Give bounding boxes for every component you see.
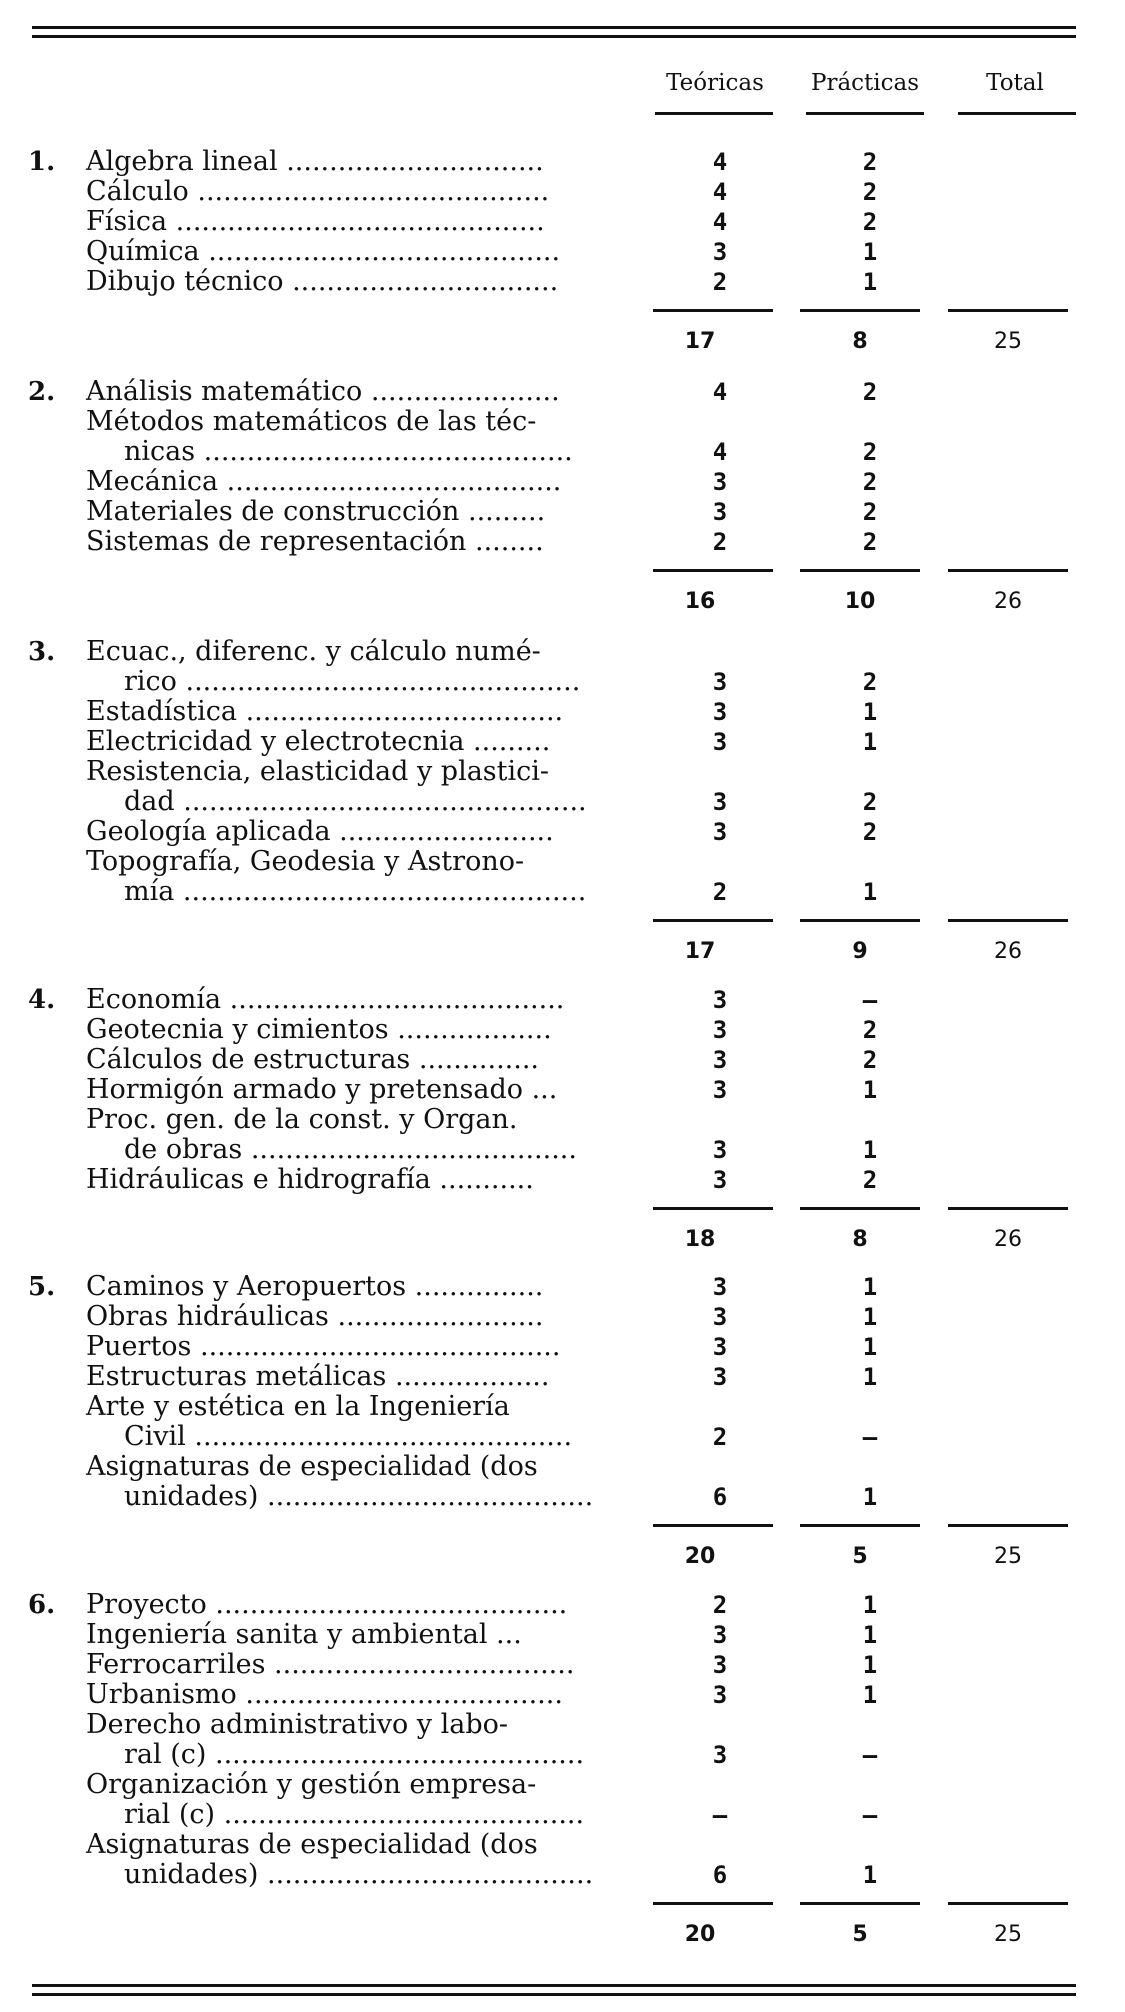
subtotal-total: 26 [994, 589, 1022, 614]
practicas-value: 1 [862, 1591, 878, 1619]
teoricas-value: 3 [712, 1681, 728, 1709]
teoricas-value: 3 [712, 818, 728, 846]
practicas-value: 1 [862, 1076, 878, 1104]
subtotal-rule-practicas [800, 569, 920, 572]
practicas-value: 1 [862, 1681, 878, 1709]
subtotal-rule-teoricas [653, 309, 773, 312]
practicas-value: 2 [862, 468, 878, 496]
subject-name: mía ............................................... [124, 876, 587, 907]
subtotal-rule-practicas [800, 1207, 920, 1210]
subject-name: Cálculos de estructuras .............. [86, 1044, 540, 1075]
teoricas-value: 3 [712, 1076, 728, 1104]
teoricas-value: 4 [712, 178, 728, 206]
teoricas-value: 3 [712, 1046, 728, 1074]
subtotal-teoricas: 20 [684, 1922, 716, 1947]
subtotal-rule-practicas [800, 309, 920, 312]
subtotal-total: 25 [994, 329, 1022, 354]
group-number: 3. [28, 637, 56, 667]
practicas-value: — [862, 986, 878, 1014]
subject-name: Estructuras metálicas .................. [86, 1361, 550, 1392]
practicas-value: 1 [862, 1136, 878, 1164]
subject-name: Sistemas de representación ........ [86, 526, 544, 557]
practicas-value: 2 [862, 1016, 878, 1044]
subject-name: Ecuac., diferenc. y cálculo numé- [86, 636, 541, 667]
teoricas-value: 3 [712, 1333, 728, 1361]
subtotal-practicas: 8 [852, 329, 868, 354]
subject-name: Obras hidráulicas ........................ [86, 1301, 544, 1332]
practicas-value: — [862, 1423, 878, 1451]
subtotal-teoricas: 18 [684, 1227, 716, 1252]
subject-name: Análisis matemático ...................... [86, 376, 560, 407]
group-number: 1. [28, 147, 56, 177]
teoricas-value: 3 [712, 238, 728, 266]
subtotal-total: 25 [994, 1544, 1022, 1569]
subject-name: Proc. gen. de la const. y Organ. [86, 1104, 518, 1135]
subtotal-rule-teoricas [653, 569, 773, 572]
subject-name: Física ........................................... [86, 206, 545, 237]
teoricas-value: 2 [712, 528, 728, 556]
subtotal-rule-total [948, 569, 1068, 572]
subject-name: Caminos y Aeropuertos ............... [86, 1271, 544, 1302]
subject-name: Ferrocarriles ................................... [86, 1649, 575, 1680]
subtotal-teoricas: 17 [684, 329, 716, 354]
practicas-value: 1 [862, 1333, 878, 1361]
subject-name: Puertos .......................................... [86, 1331, 561, 1362]
subtotal-rule-total [948, 1524, 1068, 1527]
subtotal-rule-total [948, 919, 1068, 922]
teoricas-value: 4 [712, 378, 728, 406]
practicas-value: 1 [862, 878, 878, 906]
header-practicas-underline [806, 112, 924, 115]
teoricas-value: 3 [712, 1136, 728, 1164]
subject-name: Hidráulicas e hidrografía ........... [86, 1164, 534, 1195]
teoricas-value: 2 [712, 1591, 728, 1619]
subject-name: Dibujo técnico ............................... [86, 266, 559, 297]
subject-name: Química ......................................... [86, 236, 561, 267]
practicas-value: 2 [862, 1166, 878, 1194]
subject-name: ral (c) ........................................... [124, 1739, 585, 1770]
practicas-value: 2 [862, 438, 878, 466]
practicas-value: 1 [862, 268, 878, 296]
practicas-value: — [862, 1741, 878, 1769]
subtotal-rule-practicas [800, 1524, 920, 1527]
subject-name: Proyecto ......................................... [86, 1589, 568, 1620]
practicas-value: 1 [862, 1483, 878, 1511]
teoricas-value: 3 [712, 986, 728, 1014]
practicas-value: 2 [862, 668, 878, 696]
practicas-value: 1 [862, 238, 878, 266]
teoricas-value: — [712, 1801, 728, 1829]
practicas-value: 2 [862, 208, 878, 236]
subtotal-total: 26 [994, 1227, 1022, 1252]
teoricas-value: 3 [712, 1363, 728, 1391]
teoricas-value: 6 [712, 1861, 728, 1889]
teoricas-value: 4 [712, 148, 728, 176]
header-teoricas: Teóricas [666, 70, 764, 96]
group-number: 6. [28, 1590, 56, 1620]
subject-name: rial (c) .......................................... [124, 1799, 585, 1830]
header-total: Total [986, 70, 1044, 96]
subject-name: Electricidad y electrotecnia ......... [86, 726, 551, 757]
practicas-value: 2 [862, 818, 878, 846]
practicas-value: 1 [862, 728, 878, 756]
subtotal-rule-teoricas [653, 919, 773, 922]
teoricas-value: 3 [712, 728, 728, 756]
subtotal-practicas: 8 [852, 1227, 868, 1252]
practicas-value: 1 [862, 1363, 878, 1391]
practicas-value: — [862, 1801, 878, 1829]
teoricas-value: 3 [712, 1273, 728, 1301]
subject-name: Hormigón armado y pretensado ... [86, 1074, 558, 1105]
subject-name: unidades) ...................................... [124, 1859, 594, 1890]
practicas-value: 2 [862, 148, 878, 176]
teoricas-value: 3 [712, 468, 728, 496]
subject-name: de obras ...................................... [124, 1134, 577, 1165]
subtotal-rule-total [948, 1207, 1068, 1210]
subtotal-rule-teoricas [653, 1524, 773, 1527]
teoricas-value: 3 [712, 1303, 728, 1331]
practicas-value: 1 [862, 1621, 878, 1649]
teoricas-value: 3 [712, 1016, 728, 1044]
practicas-value: 1 [862, 1861, 878, 1889]
subtotal-teoricas: 17 [684, 939, 716, 964]
subtotal-teoricas: 20 [684, 1544, 716, 1569]
subject-name: Geotecnia y cimientos .................. [86, 1014, 552, 1045]
subject-name: Civil ............................................ [124, 1421, 573, 1452]
subject-name: Estadística ..................................... [86, 696, 564, 727]
subject-name: Métodos matemáticos de las téc- [86, 406, 537, 437]
subject-name: Arte y estética en la Ingeniería [86, 1391, 510, 1422]
teoricas-value: 3 [712, 788, 728, 816]
practicas-value: 2 [862, 1046, 878, 1074]
subtotal-rule-total [948, 309, 1068, 312]
subject-name: Ingeniería sanita y ambiental ... [86, 1619, 522, 1650]
header-practicas: Prácticas [810, 70, 920, 96]
group-number: 2. [28, 377, 56, 407]
subtotal-practicas: 9 [852, 939, 868, 964]
teoricas-value: 3 [712, 498, 728, 526]
subtotal-practicas: 10 [844, 589, 876, 614]
subject-name: Resistencia, elasticidad y plastici- [86, 756, 550, 787]
teoricas-value: 3 [712, 1621, 728, 1649]
teoricas-value: 3 [712, 1741, 728, 1769]
subject-name: Mecánica ....................................... [86, 466, 562, 497]
subtotal-total: 25 [994, 1922, 1022, 1947]
group-number: 4. [28, 985, 56, 1015]
teoricas-value: 4 [712, 208, 728, 236]
teoricas-value: 2 [712, 268, 728, 296]
practicas-value: 1 [862, 1303, 878, 1331]
group-number: 5. [28, 1272, 56, 1302]
subtotal-total: 26 [994, 939, 1022, 964]
subtotal-practicas: 5 [852, 1922, 868, 1947]
practicas-value: 2 [862, 178, 878, 206]
subject-name: rico .............................................. [124, 666, 581, 697]
subtotal-rule-practicas [800, 1902, 920, 1905]
teoricas-value: 6 [712, 1483, 728, 1511]
subtotal-practicas: 5 [852, 1544, 868, 1569]
teoricas-value: 3 [712, 1166, 728, 1194]
subject-name: Asignaturas de especialidad (dos [86, 1829, 538, 1860]
subtotal-rule-teoricas [653, 1902, 773, 1905]
subject-name: Geología aplicada ......................... [86, 816, 554, 847]
header-total-underline [958, 112, 1076, 115]
teoricas-value: 2 [712, 878, 728, 906]
subject-name: unidades) ...................................... [124, 1481, 594, 1512]
practicas-value: 2 [862, 378, 878, 406]
subtotal-rule-total [948, 1902, 1068, 1905]
subject-name: Urbanismo ..................................... [86, 1679, 563, 1710]
teoricas-value: 2 [712, 1423, 728, 1451]
subject-name: dad ............................................... [124, 786, 587, 817]
teoricas-value: 3 [712, 1651, 728, 1679]
practicas-value: 1 [862, 1651, 878, 1679]
teoricas-value: 3 [712, 668, 728, 696]
subject-name: Materiales de construcción ......... [86, 496, 546, 527]
subtotal-teoricas: 16 [684, 589, 716, 614]
practicas-value: 2 [862, 788, 878, 816]
subject-name: Topografía, Geodesia y Astrono- [86, 846, 525, 877]
subject-name: Economía ....................................... [86, 984, 565, 1015]
subtotal-rule-practicas [800, 919, 920, 922]
subject-name: Asignaturas de especialidad (dos [86, 1451, 538, 1482]
practicas-value: 2 [862, 528, 878, 556]
subject-name: Algebra lineal .............................. [86, 146, 544, 177]
teoricas-value: 3 [712, 698, 728, 726]
subject-name: nicas ........................................... [124, 436, 573, 467]
subject-name: Derecho administrativo y labo- [86, 1709, 509, 1740]
subtotal-rule-teoricas [653, 1207, 773, 1210]
practicas-value: 1 [862, 1273, 878, 1301]
header-teoricas-underline [655, 112, 773, 115]
practicas-value: 2 [862, 498, 878, 526]
subject-name: Organización y gestión empresa- [86, 1769, 537, 1800]
teoricas-value: 4 [712, 438, 728, 466]
subject-name: Cálculo ......................................... [86, 176, 550, 207]
practicas-value: 1 [862, 698, 878, 726]
